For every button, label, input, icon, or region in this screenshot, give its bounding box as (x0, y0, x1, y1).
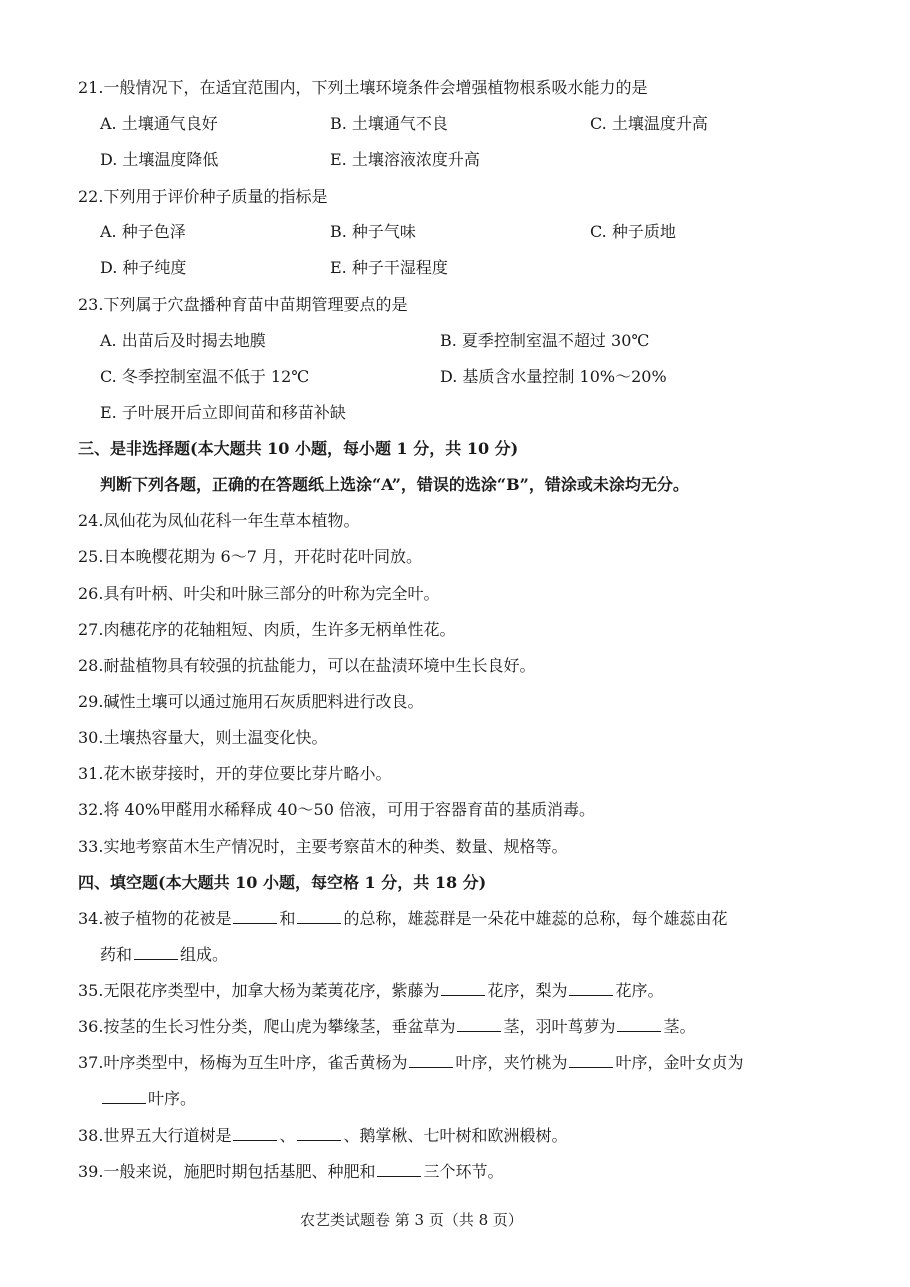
q34-text-2: 和 (279, 909, 296, 928)
question-39 (78, 1162, 503, 1182)
question-22-stem: 22.下列用于评价种子质量的指标是 (78, 187, 328, 206)
q21-option-c: C. 土壤温度升高 (590, 114, 708, 133)
q21-option-a: A. 土壤通气良好 (100, 114, 218, 133)
answer-blank[interactable] (297, 1126, 341, 1141)
q23-option-a: A. 出苗后及时揭去地膜 (100, 331, 266, 350)
q23-option-b: B. 夏季控制室温不超过 30℃ (440, 331, 650, 350)
answer-blank[interactable] (377, 1162, 421, 1177)
q37-text-3: 叶序，金叶女贞为 (615, 1053, 744, 1072)
answer-blank[interactable] (457, 1017, 501, 1032)
q22-option-b: B. 种子气味 (330, 222, 416, 241)
tf-item-26: 26.具有叶柄、叶尖和叶脉三部分的叶称为完全叶。 (78, 584, 440, 603)
q22-option-c: C. 种子质地 (590, 222, 676, 241)
q21-option-d: D. 土壤温度降低 (100, 150, 219, 169)
answer-blank[interactable] (409, 1053, 453, 1068)
question-21-stem: 21.一般情况下，在适宜范围内，下列土壤环境条件会增强植物根系吸水能力的是 (78, 78, 648, 97)
answer-blank[interactable] (617, 1017, 661, 1032)
question-38 (78, 1126, 567, 1146)
q21-option-e: E. 土壤溶液浓度升高 (330, 150, 480, 169)
q34-text-4: 药和 (100, 945, 133, 964)
q38-text-1: 38.世界五大行道树是 (78, 1126, 232, 1145)
q34-text-1: 34.被子植物的花被是 (78, 909, 232, 928)
page-footer: 农艺类试题卷 第 3 页（共 8 页） (300, 1211, 523, 1229)
question-36 (78, 1017, 695, 1037)
q21-option-b: B. 土壤通气不良 (330, 114, 448, 133)
q23-option-d: D. 基质含水量控制 10%～20% (440, 367, 667, 386)
answer-blank[interactable] (569, 981, 613, 996)
q23-option-c: C. 冬季控制室温不低于 12℃ (100, 367, 310, 386)
question-35 (78, 981, 663, 1001)
q37-text-2: 叶序，夹竹桃为 (455, 1053, 568, 1072)
tf-item-25: 25.日本晚樱花期为 6～7 月，开花时花叶同放。 (78, 547, 422, 566)
tf-item-33: 33.实地考察苗木生产情况时，主要考察苗木的种类、数量、规格等。 (78, 837, 568, 856)
q36-text-3: 茎。 (663, 1017, 696, 1036)
answer-blank[interactable] (102, 1089, 146, 1104)
q23-option-e: E. 子叶展开后立即间苗和移苗补缺 (100, 403, 346, 422)
q35-text-3: 花序。 (615, 981, 664, 1000)
answer-blank[interactable] (233, 909, 277, 924)
q36-text-2: 茎，羽叶茑萝为 (503, 1017, 616, 1036)
question-37-line-2 (100, 1089, 196, 1109)
q38-text-3: 、鹅掌楸、七叶树和欧洲椴树。 (343, 1126, 568, 1145)
answer-blank[interactable] (134, 945, 178, 960)
q22-option-a: A. 种子色泽 (100, 222, 186, 241)
question-23-stem: 23.下列属于穴盘播种育苗中苗期管理要点的是 (78, 295, 408, 314)
tf-item-28: 28.耐盐植物具有较强的抗盐能力，可以在盐渍环境中生长良好。 (78, 656, 536, 675)
answer-blank[interactable] (569, 1053, 613, 1068)
section-4-title: 四、填空题(本大题共 10 小题，每空格 1 分，共 18 分) (78, 873, 487, 892)
q39-text-2: 三个环节。 (423, 1162, 504, 1181)
question-34-line-1 (78, 909, 727, 929)
q35-text-2: 花序，梨为 (487, 981, 568, 1000)
question-34-line-2 (100, 945, 228, 965)
answer-blank[interactable] (233, 1126, 277, 1141)
tf-item-29: 29.碱性土壤可以通过施用石灰质肥料进行改良。 (78, 692, 424, 711)
q22-option-e: E. 种子干湿程度 (330, 258, 448, 277)
q37-text-4: 叶序。 (148, 1089, 197, 1108)
tf-item-24: 24.凤仙花为凤仙花科一年生草本植物。 (78, 511, 360, 530)
q38-text-2: 、 (279, 1126, 296, 1145)
answer-blank[interactable] (441, 981, 485, 996)
question-37-line-1 (78, 1053, 743, 1073)
q34-text-5: 组成。 (180, 945, 229, 964)
tf-item-31: 31.花木嵌芽接时，开的芽位要比芽片略小。 (78, 764, 392, 783)
q35-text-1: 35.无限花序类型中，加拿大杨为葇荑花序，紫藤为 (78, 981, 440, 1000)
q34-text-3: 的总称，雄蕊群是一朵花中雄蕊的总称，每个雄蕊由花 (343, 909, 728, 928)
section-3-instruction: 判断下列各题，正确的在答题纸上选涂“A”，错误的选涂“B”，错涂或未涂均无分。 (100, 475, 689, 494)
tf-item-27: 27.肉穗花序的花轴粗短、肉质，生许多无柄单性花。 (78, 620, 456, 639)
answer-blank[interactable] (297, 909, 341, 924)
q37-text-1: 37.叶序类型中，杨梅为互生叶序，雀舌黄杨为 (78, 1053, 408, 1072)
q22-option-d: D. 种子纯度 (100, 258, 187, 277)
section-3-title: 三、是非选择题(本大题共 10 小题，每小题 1 分，共 10 分) (78, 439, 519, 458)
tf-item-30: 30.土壤热容量大，则土温变化快。 (78, 728, 328, 747)
q39-text-1: 39.一般来说，施肥时期包括基肥、种肥和 (78, 1162, 376, 1181)
q36-text-1: 36.按茎的生长习性分类，爬山虎为攀缘茎，垂盆草为 (78, 1017, 456, 1036)
tf-item-32: 32.将 40%甲醛用水稀释成 40～50 倍液，可用于容器育苗的基质消毒。 (78, 800, 595, 819)
